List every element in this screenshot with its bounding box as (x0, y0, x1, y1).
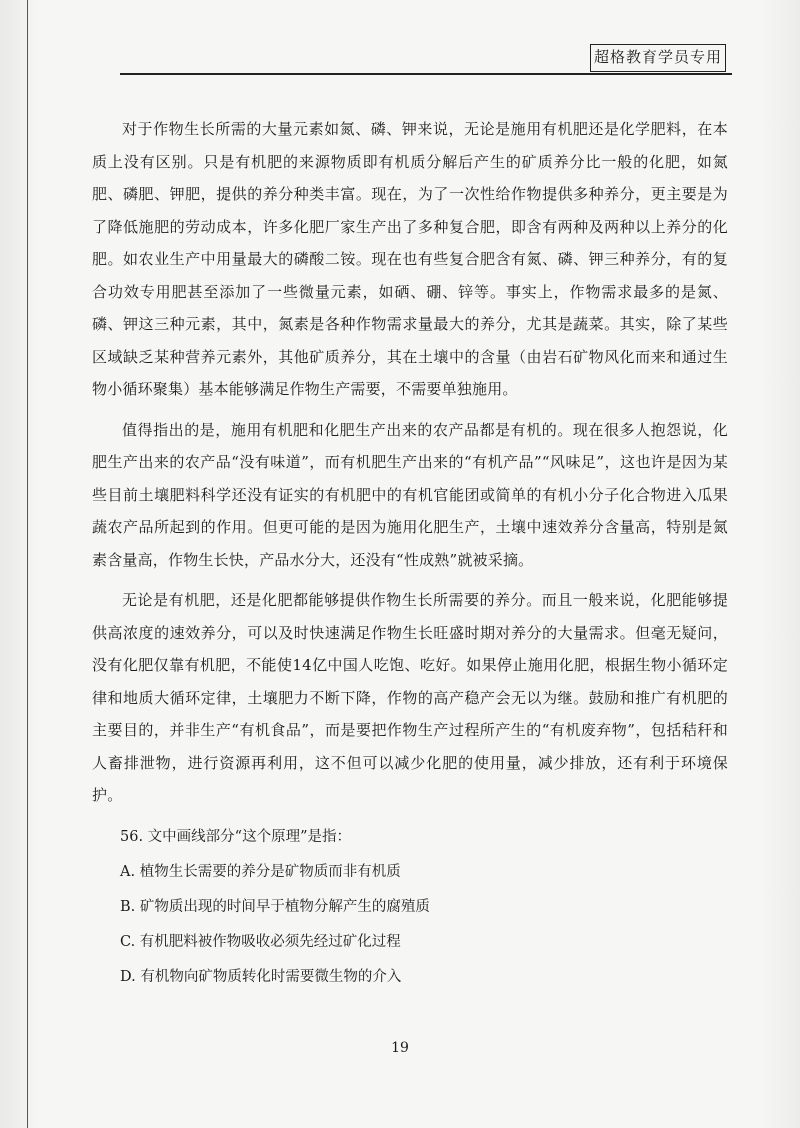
header-divider (120, 73, 732, 75)
option-c: C. 有机肥料被作物吸收必须先经过矿化过程 (120, 933, 401, 950)
paragraph-3: 无论是有机肥，还是化肥都能够提供作物生长所需要的养分。而且一般来说，化肥能够提供高浓度的速效养分，可以及时快速满足作物生长旺盛时期对养分的大量需求。但毫无疑问，没有化肥仅靠有机肥，不能使14亿中国人吃饱、吃好。如果停止施用化肥，根据生物小循环定律和地质大循环定律，土壤肥力不断下降，作物的高产稳产会无以为继。鼓励和推广有机肥的主要目的，并非生产“有机食品”，而是要把作物生产过程所产生的“有机废弃物”，包括秸秆和人畜排泄物，进行资源再利用，这不但可以减少化肥的使用量，减少排放，还有利于环境保护。 (92, 591, 728, 804)
page-content (92, 113, 728, 995)
binding-edge-line (27, 0, 28, 1128)
header-badge: 超格教育学员专用 (590, 44, 726, 72)
option-a: A. 植物生长需要的养分是矿物质而非有机质 (120, 863, 401, 880)
question-block (92, 820, 728, 995)
question-stem: 56. 文中画线部分“这个原理”是指： (120, 828, 351, 845)
option-b: B. 矿物质出现的时间早于植物分解产生的腐殖质 (120, 898, 430, 915)
option-d: D. 有机物向矿物质转化时需要微生物的介入 (120, 968, 402, 985)
paragraph-2: 值得指出的是，施用有机肥和化肥生产出来的农产品都是有机的。现在很多人抱怨说，化肥生产出来的农产品“没有味道”，而有机肥生产出来的“有机产品”“风味足”，这也许是因为某些目前土壤肥料科学还没有证实的有机肥中的有机官能团或简单的有机小分子化合物进入瓜果蔬农产品所起到的作用。但更可能的是因为施用化肥生产，土壤中速效养分含量高，特别是氮素含量高，作物生长快，产品水分大，还没有“性成熟”就被采摘。 (92, 420, 728, 569)
page-number: 19 (391, 1040, 409, 1056)
paragraph-1: 对于作物生长所需的大量元素如氮、磷、钾来说，无论是施用有机肥还是化学肥料，在本质上没有区别。只是有机肥的来源物质即有机质分解后产生的矿质养分比一般的化肥，如氮肥、磷肥、钾肥，提供的养分种类丰富。现在，为了一次性给作物提供多种养分，更主要是为了降低施肥的劳动成本，许多化肥厂家生产出了多种复合肥，即含有两种及两种以上养分的化肥。如农业生产中用量最大的磷酸二铵。现在也有些复合肥含有氮、磷、钾三种养分，有的复合功效专用肥甚至添加了一些微量元素，如硒、硼、锌等。事实上，作物需求最多的是氮、磷、钾这三种元素，其中，氮素是各种作物需求量最大的养分，尤其是蔬菜。其实，除了某些区域缺乏某种营养元素外，其他矿质养分，其在土壤中的含量（由岩石矿物风化而来和通过生物小循环聚集）基本能够满足作物生产需要，不需要单独施用。 (92, 120, 728, 398)
